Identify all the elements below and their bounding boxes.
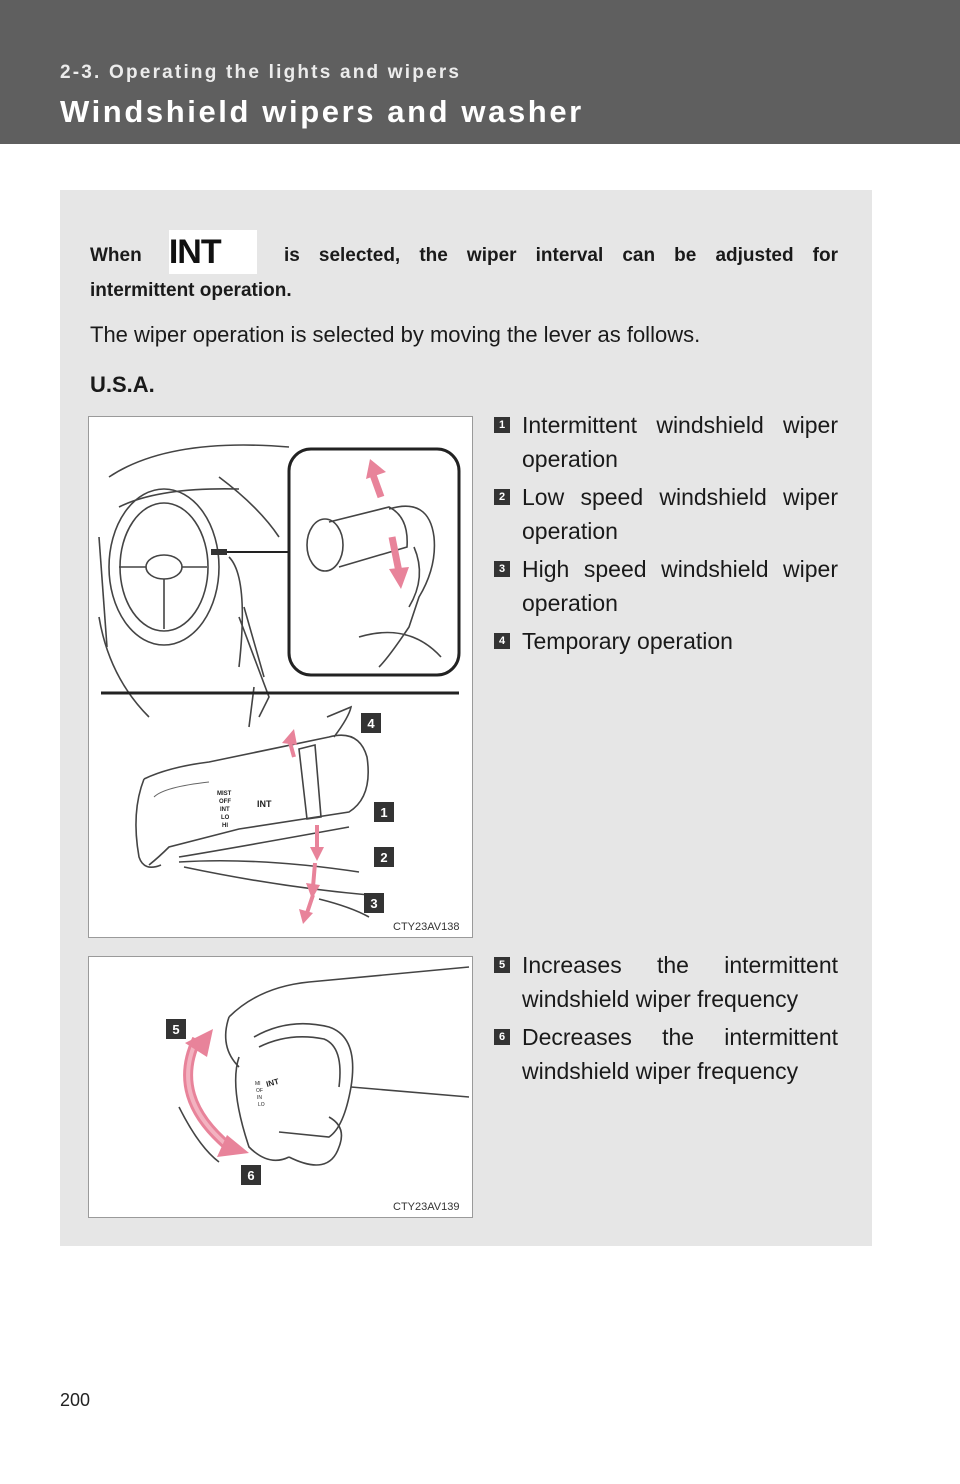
item-number: 2	[494, 489, 510, 505]
svg-text:IN: IN	[257, 1095, 262, 1101]
mark-off: OFF	[219, 799, 231, 805]
item-text: Decreases the intermittent windshield wiper frequency	[522, 1024, 838, 1084]
figure-code: CTY23AV139	[393, 1201, 460, 1213]
item-number: 6	[494, 1029, 510, 1045]
int-position-icon	[169, 230, 257, 274]
section-label: 2-3. Operating the lights and wipers	[60, 62, 462, 83]
page-header	[0, 0, 960, 144]
callout-5: 5	[172, 1022, 180, 1037]
intro-rest: is selected, the wiper interval can be adjusted for	[283, 245, 839, 266]
item-number: 1	[494, 417, 510, 433]
region-heading: U.S.A.	[90, 372, 155, 397]
intro-when: When	[90, 245, 142, 266]
svg-text:OF: OF	[256, 1088, 263, 1094]
list-item	[494, 408, 838, 476]
callout-6: 6	[247, 1168, 255, 1183]
callout-2: 2	[380, 850, 388, 865]
item-text: Intermittent windshield wiper operation	[522, 412, 838, 472]
lever-int-label: INT	[257, 799, 272, 809]
item-list-positions	[494, 408, 838, 662]
callout-4: 4	[367, 716, 375, 731]
item-text: Increases the intermittent windshield wiper frequency	[522, 952, 838, 1012]
interval-ring-illustration-icon	[89, 957, 474, 1219]
svg-text:INT: INT	[265, 1076, 280, 1089]
mark-mist: MIST	[217, 791, 232, 797]
callout-1: 1	[380, 805, 388, 820]
item-number: 3	[494, 561, 510, 577]
mark-lo: LO	[221, 815, 230, 821]
int-badge-label: INT	[168, 232, 221, 271]
mark-int: INT	[220, 807, 230, 813]
list-item	[494, 552, 838, 620]
figure-code: CTY23AV138	[393, 921, 460, 933]
callout-3: 3	[370, 896, 378, 911]
intro-line-2: intermittent operation.	[90, 280, 292, 301]
lever-illustration-icon	[89, 417, 474, 939]
item-text: Temporary operation	[522, 628, 733, 654]
list-item	[494, 624, 838, 658]
lead-text: The wiper operation is selected by moving the lever as follows.	[90, 322, 701, 347]
figure-interval-adjust	[88, 956, 473, 1218]
svg-text:MI: MI	[255, 1081, 261, 1087]
mark-hi: HI	[222, 823, 228, 829]
item-number: 5	[494, 957, 510, 973]
list-item	[494, 1020, 838, 1088]
svg-text:LO: LO	[258, 1102, 265, 1108]
list-item	[494, 948, 838, 1016]
item-text: Low speed windshield wiper operation	[522, 484, 838, 544]
item-text: High speed windshield wiper operation	[522, 556, 838, 616]
figure-lever-positions	[88, 416, 473, 938]
page-number: 200	[60, 1390, 91, 1410]
item-list-interval	[494, 948, 838, 1092]
page-title: Windshield wipers and washer	[60, 94, 584, 129]
list-item	[494, 480, 838, 548]
item-number: 4	[494, 633, 510, 649]
